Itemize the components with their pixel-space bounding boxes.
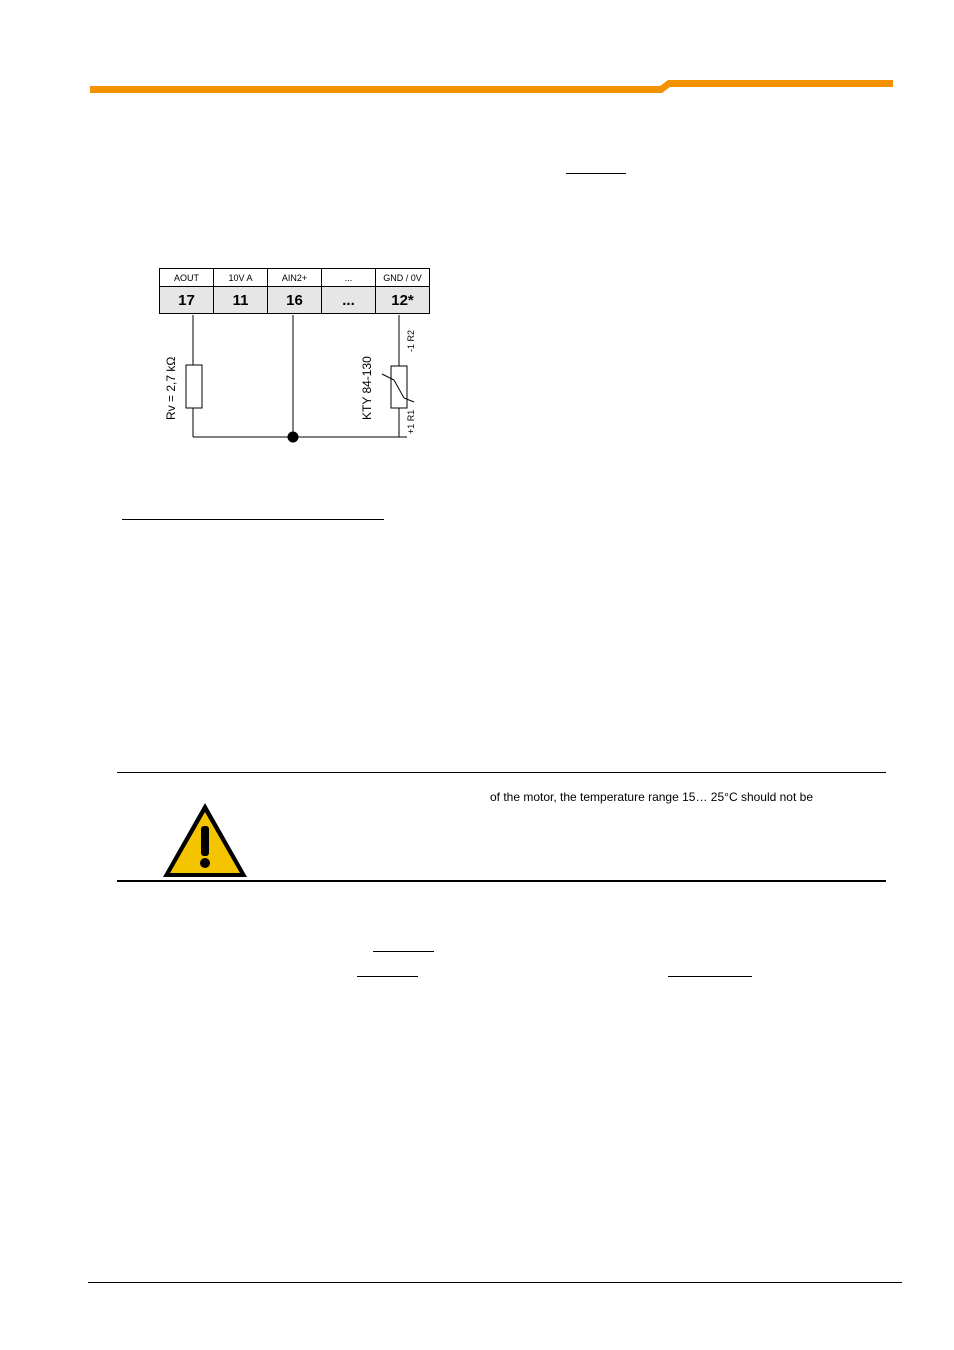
resistor-label: Rv = 2,7 kΩ xyxy=(164,356,178,420)
warning-top-rule xyxy=(117,772,886,773)
header-accent-bar xyxy=(0,0,954,110)
kty-sensor-symbol xyxy=(391,366,407,408)
warning-text: of the motor, the temperature range 15… 25°C should not be xyxy=(490,790,813,804)
junction-dot xyxy=(288,432,299,443)
pin-top-label: -1 R2 xyxy=(406,329,416,352)
underline-mark xyxy=(373,951,434,952)
circuit-wiring xyxy=(150,262,450,452)
warning-bottom-rule xyxy=(117,880,886,882)
footer-rule xyxy=(88,1282,902,1283)
sensor-label: KTY 84-130 xyxy=(360,356,374,420)
terminal-label: 10V A xyxy=(214,269,268,287)
terminal-number: 12* xyxy=(376,287,430,314)
terminal-number: 17 xyxy=(160,287,214,314)
terminal-number: 11 xyxy=(214,287,268,314)
wiring-diagram xyxy=(150,262,450,452)
warning-triangle-icon xyxy=(160,800,250,880)
underline-mark xyxy=(357,976,418,977)
terminal-label: AOUT xyxy=(160,269,214,287)
terminal-number: ... xyxy=(322,287,376,314)
underline-mark xyxy=(668,976,752,977)
pin-bottom-label: +1 R1 xyxy=(406,409,416,434)
resistor-symbol xyxy=(186,365,202,408)
underline-mark xyxy=(566,173,626,174)
section-heading-underline xyxy=(122,519,384,520)
terminal-label: ... xyxy=(322,269,376,287)
terminal-label: GND / 0V xyxy=(376,269,430,287)
terminal-label: AIN2+ xyxy=(268,269,322,287)
terminal-number: 16 xyxy=(268,287,322,314)
